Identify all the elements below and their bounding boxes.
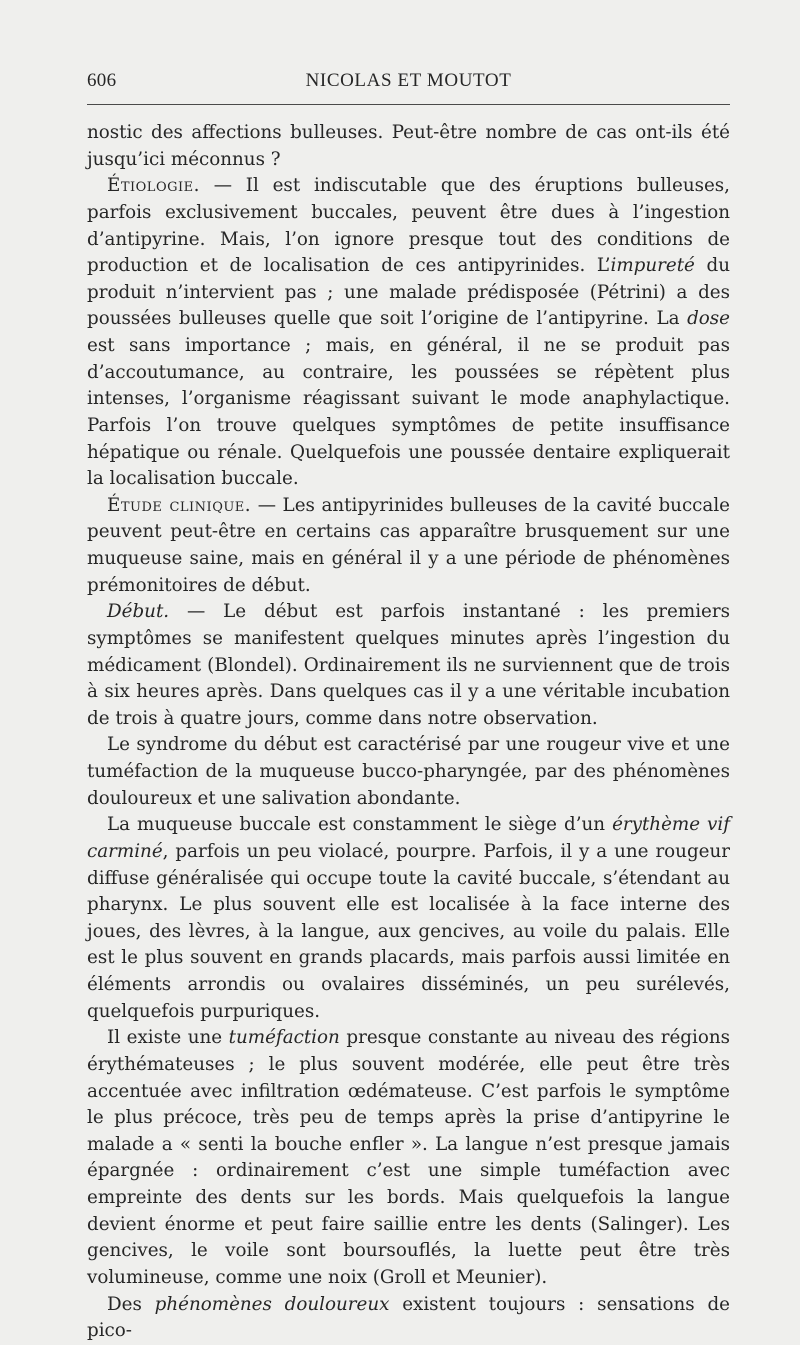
paragraph-debut: Début. — Le début est parfois instantané : les premiers symptômes se manifestent quelques minutes après l’ingestion du médicament (Blondel). Ordinairement ils ne surviennent que de trois à six heures après. Dans quelques cas il y a une véritable incubation de trois à quatre jours, comme dans notre observation.	[87, 601, 730, 729]
paragraph-etude-clinique: Étude clinique. — Les antipyrinides bulleuses de la cavité buccale peuvent peut-être en certains cas apparaître brusquement sur une muqueuse saine, mais en général il y a une période de phénomènes prémonitoires de début.	[87, 494, 730, 596]
section-heading-etiologie: Étiologie.	[107, 175, 200, 197]
section-heading-etude-clinique: Étude clinique.	[107, 494, 252, 516]
paragraph-etiologie: Étiologie. — Il est indiscutable que des éruptions bulleuses, parfois exclusivement buccales, peuvent être dues à l’ingestion d’antipyrine. Mais, l’on ignore presque tout des conditions de production et de localisation de ces antipyrinides. L’impureté du produit n’intervient pas ; une malade prédisposée (Pétrini) a des poussées bulleuses quelle que soit l’origine de l’antipyrine. La dose est sans importance ; mais, en général, il ne se produit pas d’accoutumance, au contraire, les poussées se répètent plus intenses, l’organisme réagissant suivant le mode anaphylactique. Parfois l’on trouve quelques symptômes de petite insuffisance hépatique ou rénale. Quelquefois une poussée dentaire expliquerait la localisation buccale.	[87, 175, 730, 490]
page-header	[87, 70, 730, 94]
running-title: NICOLAS ET MOUTOT	[305, 70, 512, 91]
paragraph-syndrome: Le syndrome du début est caractérisé par une rougeur vive et une tuméfaction de la muqueuse bucco-pharyngée, par des phénomènes douloureux et une salivation abondante.	[87, 734, 730, 809]
paragraph-erytheme: La muqueuse buccale est constamment le siège d’un érythème vif carminé, parfois un peu violacé, pourpre. Parfois, il y a une rougeur diffuse généralisée qui occupe toute la cavité buccale, s’étendant au pharynx. Le plus souvent elle est localisée à la face interne des joues, des lèvres, à la langue, aux gencives, au voile du palais. Elle est le plus souvent en grands placards, mais parfois aussi limitée en éléments arrondis ou ovalaires disséminés, un peu surélevés, quelquefois purpuriques.	[87, 814, 731, 1022]
subheading-debut: Début.	[107, 601, 170, 623]
paragraph-tumefaction: Il existe une tuméfaction presque constante au niveau des régions érythémateuses ; le plus souvent modérée, elle peut être très accentuée avec infiltration œdémateuse. C’est parfois le symptôme le plus précoce, très peu de temps après la prise d’antipyrine le malade a « senti la bouche enfler ». La langue n’est presque jamais épargnée : ordinairement c’est une simple tuméfaction avec empreinte des dents sur les bords. Mais quelquefois la langue devient énorme et peut faire saillie entre les dents (Salinger). Les gencives, le voile sont boursouflés, la luette peut être très volumineuse, comme une noix (Groll et Meunier).	[87, 1027, 730, 1288]
page-number: 606	[87, 70, 117, 91]
body-text	[87, 120, 730, 1345]
header-rule	[87, 104, 730, 105]
paragraph-continuation: nostic des affections bulleuses. Peut-être nombre de cas ont-ils été jusqu’ici méconnus ?	[87, 122, 730, 170]
paragraph-douleur: Des phénomènes douloureux existent toujours : sensations de pico-	[87, 1293, 730, 1342]
